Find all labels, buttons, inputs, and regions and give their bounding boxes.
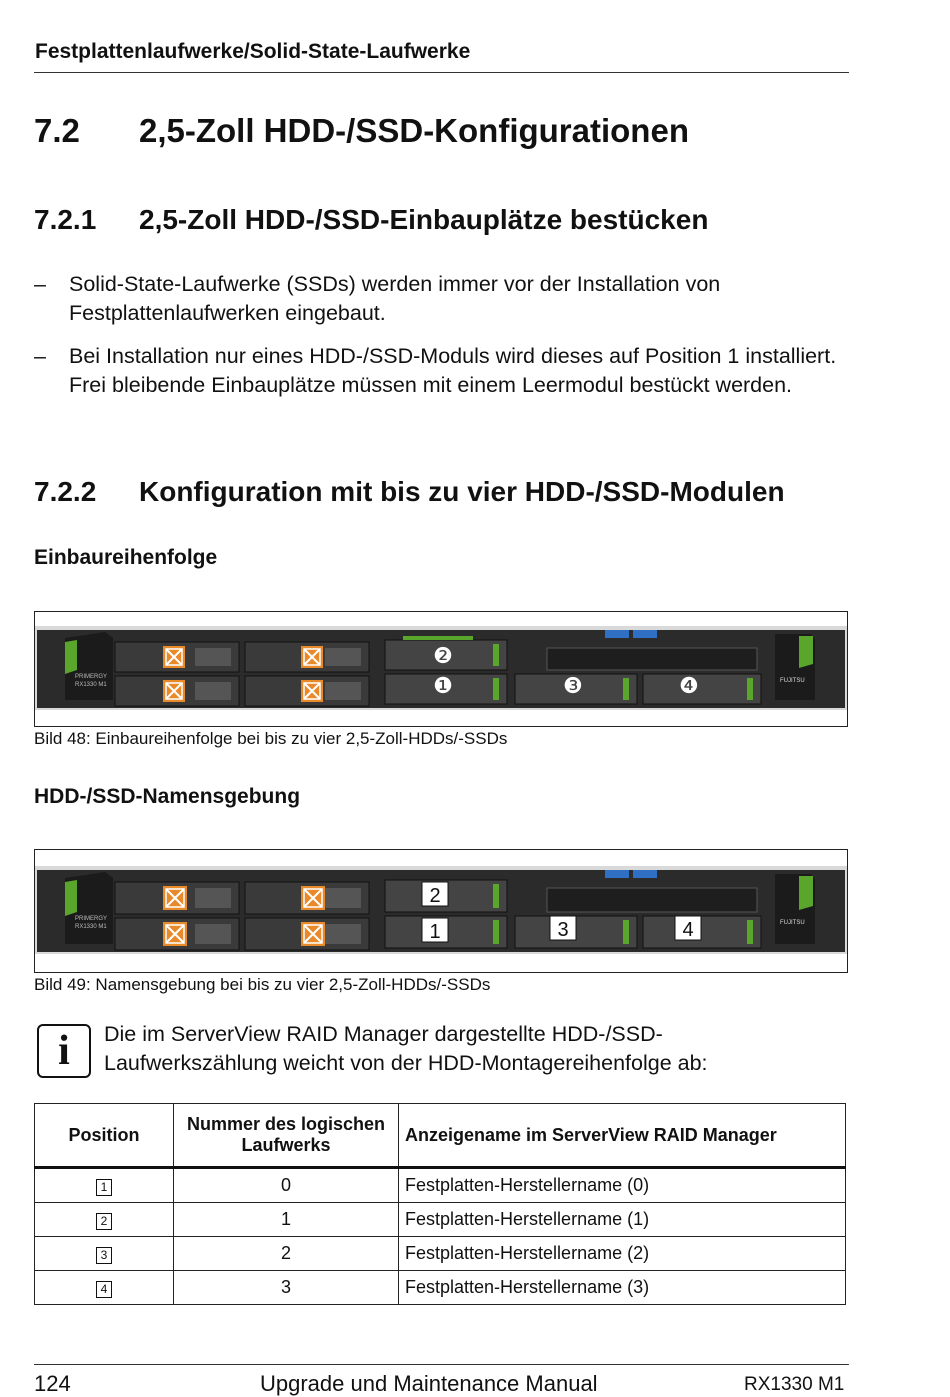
server-front-panel bbox=[35, 850, 847, 972]
manual-title: Upgrade und Maintenance Manual bbox=[260, 1371, 598, 1396]
figure-caption: Bild 49: Namensgebung bei bis zu vier 2,5-Zoll-HDDs/-SSDs bbox=[34, 975, 491, 994]
position-box: 3 bbox=[96, 1247, 112, 1264]
primergy-label: PRIMERGY bbox=[75, 674, 108, 680]
subsection-title-2: Konfiguration mit bis zu vier HDD-/SSD-Modulen bbox=[139, 476, 785, 507]
info-icon: i bbox=[37, 1024, 91, 1078]
position-marker-2: ❷ bbox=[433, 644, 453, 669]
position-box: 4 bbox=[96, 1281, 112, 1298]
bullet-dash: – bbox=[34, 344, 46, 368]
logical-drive-cell: 3 bbox=[174, 1271, 399, 1305]
server-front-panel bbox=[35, 612, 847, 726]
section-number: 7.2 bbox=[34, 112, 80, 149]
brand-label: FUJITSU bbox=[780, 920, 805, 926]
position-cell bbox=[35, 1237, 174, 1271]
figure-heading: HDD-/SSD-Namensgebung bbox=[34, 785, 301, 808]
subsection-number-1: 7.2.1 bbox=[34, 204, 97, 235]
model-name: RX1330 M1 bbox=[744, 1374, 845, 1395]
name-label-3: 3 bbox=[557, 919, 569, 941]
subsection-heading-1 bbox=[34, 204, 834, 240]
column-header-logical-drive: Nummer des logischen Laufwerks bbox=[174, 1104, 399, 1168]
name-label-4: 4 bbox=[682, 919, 694, 941]
model-label: RX1330 M1 bbox=[75, 924, 107, 930]
brand-label: FUJITSU bbox=[780, 678, 805, 684]
name-label-1: 1 bbox=[429, 921, 441, 943]
bullet-item bbox=[34, 342, 844, 432]
server-front-figure bbox=[34, 611, 848, 727]
figure-heading: Einbaureihenfolge bbox=[34, 546, 218, 569]
position-box: 1 bbox=[96, 1179, 112, 1196]
bullet-item bbox=[34, 270, 844, 330]
model-label: RX1330 M1 bbox=[75, 682, 107, 688]
name-label-2: 2 bbox=[429, 885, 441, 907]
position-cell bbox=[35, 1168, 174, 1203]
header-rule bbox=[34, 72, 849, 73]
raid-naming-table bbox=[34, 1103, 846, 1305]
table-row bbox=[35, 1168, 846, 1203]
display-name-cell: Festplatten-Herstellername (3) bbox=[399, 1271, 846, 1305]
section-title: 2,5-Zoll HDD-/SSD-Konfigurationen bbox=[139, 112, 689, 149]
subsection-heading-2 bbox=[34, 476, 844, 512]
subsection-number-2: 7.2.2 bbox=[34, 476, 97, 507]
display-name-cell: Festplatten-Herstellername (1) bbox=[399, 1203, 846, 1237]
table-row bbox=[35, 1203, 846, 1237]
table-row bbox=[35, 1271, 846, 1305]
position-marker-4: ❹ bbox=[679, 674, 699, 699]
section-heading bbox=[34, 112, 834, 152]
logical-drive-cell: 2 bbox=[174, 1237, 399, 1271]
figure-caption: Bild 48: Einbaureihenfolge bei bis zu vier 2,5-Zoll-HDDs/-SSDs bbox=[34, 729, 508, 748]
subsection-title-1: 2,5-Zoll HDD-/SSD-Einbauplätze bestücken bbox=[139, 204, 709, 235]
logical-drive-cell: 1 bbox=[174, 1203, 399, 1237]
server-front-figure bbox=[34, 849, 848, 973]
page-number: 124 bbox=[34, 1371, 71, 1396]
display-name-cell: Festplatten-Herstellername (0) bbox=[399, 1168, 846, 1203]
primergy-label: PRIMERGY bbox=[75, 916, 108, 922]
table-row bbox=[35, 1237, 846, 1271]
info-note: Die im ServerView RAID Manager dargestellte HDD-/SSD-Laufwerkszählung weicht von der HDD-Montagereihenfolge ab: bbox=[104, 1022, 708, 1075]
display-name-cell: Festplatten-Herstellername (2) bbox=[399, 1237, 846, 1271]
position-cell bbox=[35, 1203, 174, 1237]
position-cell bbox=[35, 1271, 174, 1305]
running-header: Festplattenlaufwerke/Solid-State-Laufwerke bbox=[35, 40, 471, 63]
position-marker-1: ❶ bbox=[433, 674, 453, 699]
footer-rule bbox=[34, 1364, 849, 1365]
column-header-display-name: Anzeigename im ServerView RAID Manager bbox=[399, 1104, 846, 1168]
bullet-dash: – bbox=[34, 272, 46, 296]
column-header-position: Position bbox=[35, 1104, 174, 1168]
position-box: 2 bbox=[96, 1213, 112, 1230]
bullet-text: Solid-State-Laufwerke (SSDs) werden immer vor der Installation von Festplattenlaufwerken eingebaut. bbox=[69, 272, 721, 325]
logical-drive-cell: 0 bbox=[174, 1168, 399, 1203]
position-marker-3: ❸ bbox=[563, 674, 583, 699]
bullet-text: Bei Installation nur eines HDD-/SSD-Moduls wird dieses auf Position 1 installiert. Frei bleibende Einbauplätze müssen mit einem Leermodul bestückt werden. bbox=[69, 344, 837, 397]
